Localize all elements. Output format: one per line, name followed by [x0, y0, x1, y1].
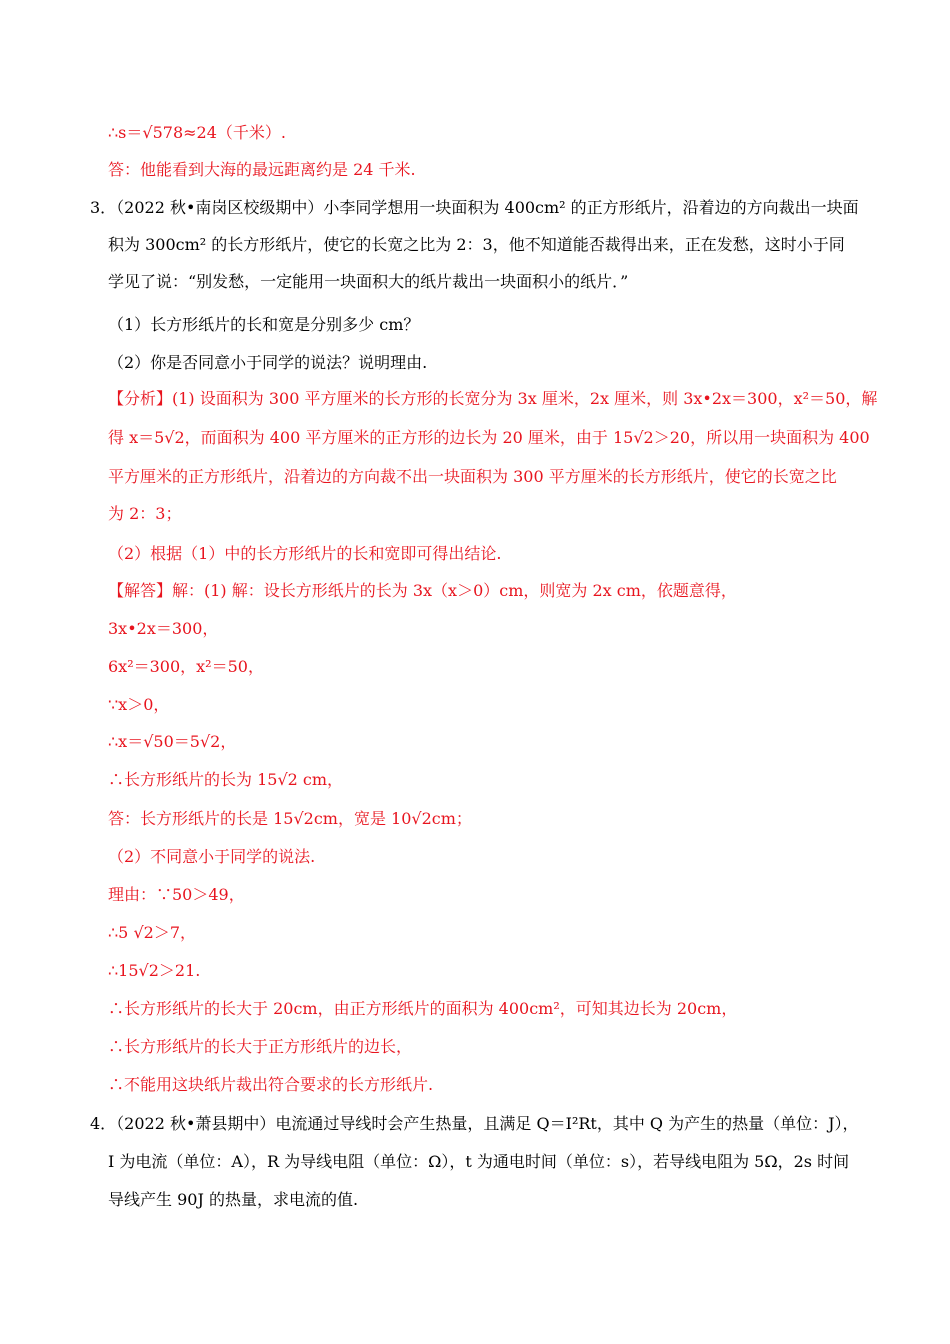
- analysis-line: 【分析】(1) 设面积为 300 平方厘米的长方形的长宽分为 3x 厘米，2x 厘米，则 3x•2x＝300，x²＝50，解: [108, 389, 878, 408]
- problem-4-line: 4．（2022 秋•萧县期中）电流通过导线时会产生热量，且满足 Q＝I²Rt，其中 Q 为产生的热量（单位：J），: [90, 1114, 859, 1133]
- problem-3-line: 3．（2022 秋•南岗区校级期中）小李同学想用一块面积为 400cm² 的正方形纸片，沿着边的方向裁出一块面: [90, 198, 859, 217]
- problem-3-line: 积为 300cm² 的长方形纸片，使它的长宽之比为 2：3，他不知道能否裁得出来，正在发愁，这时小于同: [108, 235, 845, 254]
- solution-line: ∴不能用这块纸片裁出符合要求的长方形纸片.: [108, 1075, 434, 1094]
- problem-3-line: 学见了说：“别发愁，一定能用一块面积大的纸片裁出一块面积小的纸片．”: [108, 272, 629, 291]
- solution-line: ∴长方形纸片的长大于 20cm，由正方形纸片的面积为 400cm²，可知其边长为 20cm，: [108, 999, 738, 1018]
- solution-line: 理由：∵50＞49，: [108, 885, 245, 904]
- analysis-line: 得 x＝5√2，而面积为 400 平方厘米的正方形的边长为 20 厘米，由于 15√2＞20，所以用一块面积为 400: [108, 428, 870, 447]
- solution-line: ∴长方形纸片的长为 15√2 cm，: [108, 770, 344, 789]
- solution-line: 3x•2x＝300，: [108, 619, 219, 638]
- solution-line: ∴长方形纸片的长大于正方形纸片的边长，: [108, 1037, 413, 1056]
- solution-line: ∴15√2＞21.: [108, 961, 201, 980]
- problem-3-question-1: （1）长方形纸片的长和宽是分别多少 cm？: [108, 315, 420, 334]
- solution-line: （2）不同意小于同学的说法.: [108, 847, 316, 866]
- problem-4-line: 导线产生 90J 的热量，求电流的值.: [108, 1190, 359, 1209]
- analysis-line: 平方厘米的正方形纸片，沿着边的方向裁不出一块面积为 300 平方厘米的长方形纸片，使它的长宽之比: [108, 467, 837, 486]
- problem-3-question-2: （2）你是否同意小于同学的说法？说明理由.: [108, 353, 428, 372]
- solution-line: ∵x＞0，: [108, 695, 170, 714]
- solution-line: ∴x＝√50＝5√2，: [108, 732, 237, 751]
- solution-line: 6x²＝300，x²＝50，: [108, 657, 264, 676]
- solution-line: ∴5 √2＞7，: [108, 923, 197, 942]
- text-line: ∴s＝√578≈24（千米）.: [108, 123, 286, 142]
- analysis-line: （2）根据（1）中的长方形纸片的长和宽即可得出结论.: [108, 544, 502, 563]
- solution-line: 答：长方形纸片的长是 15√2cm，宽是 10√2cm；: [108, 809, 472, 828]
- solution-line: 【解答】解：(1) 解：设长方形纸片的长为 3x（x＞0）cm，则宽为 2x cm，依题意得，: [108, 581, 737, 600]
- text-line: 答：他能看到大海的最远距离约是 24 千米.: [108, 160, 416, 179]
- problem-4-line: I 为电流（单位：A），R 为导线电阻（单位：Ω），t 为通电时间（单位：s），若导线电阻为 5Ω，2s 时间: [108, 1152, 850, 1171]
- analysis-line: 为 2：3；: [108, 504, 182, 523]
